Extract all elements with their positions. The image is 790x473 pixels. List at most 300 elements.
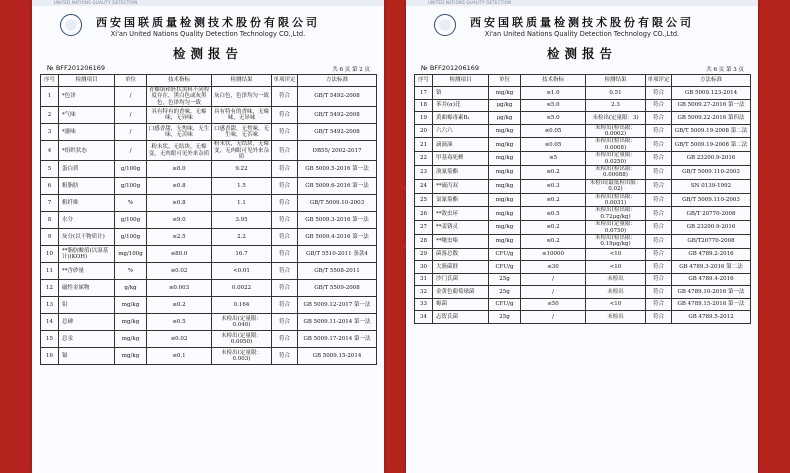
cell-item: 铬 [433,87,489,100]
cell-no: 31 [415,273,433,286]
cell-verdict: 符合 [272,246,298,263]
cell-spec: ≤5 [521,152,586,166]
table-row [415,286,751,299]
cell-unit: % [115,263,147,280]
table-header-row [415,75,751,87]
cell-unit: μg/kg [489,112,521,125]
company-name-cn: 西安国联质量检测技术股份有限公司 [96,16,320,29]
cell-verdict: 符合 [646,152,672,166]
table-row [41,263,377,280]
cell-spec: ≤9.0 [147,212,212,229]
report-page-right [406,0,758,473]
cell-item: 金黄色葡萄球菌 [433,286,489,299]
table-row [41,195,377,212]
report-number: № BFF201206169 [421,64,479,72]
cell-spec: 口感香甜，无焦味，无生味，无苦味 [147,124,212,141]
table-row [415,152,751,166]
cell-no: 34 [415,311,433,324]
cell-unit: / [115,124,147,141]
cell-result: 未检出(定量限：0.0250) [586,152,646,166]
cell-method: GB 5009.12-2017 第一法 [298,297,377,314]
table-row [41,331,377,348]
cell-result: 口感香甜，无焦味，无生味，无苦味 [212,124,272,141]
cell-no: 3 [41,124,59,141]
cell-spec: 具有特有的香味，无霉味，无异味 [147,107,212,124]
cell-item: 灰分(以干物质计) [59,229,115,246]
cell-item: *滋味 [59,124,115,141]
cell-no: 5 [41,161,59,178]
column-header: 单项评定 [646,75,672,87]
cell-no: 16 [41,348,59,365]
cell-method: GB 4789.3-2016 第二法 [672,261,751,274]
cell-result: 未检出(定量限：0.0750) [586,221,646,235]
cell-verdict: 符合 [272,87,298,107]
table-row [415,221,751,235]
cell-result: 未检出(定量限：0.003) [212,348,272,365]
cell-result: 未检出(最低检出限：0.02) [586,179,646,193]
cell-verdict: 符合 [272,124,298,141]
cell-verdict: 符合 [646,235,672,249]
cell-spec: ≤0.2 [521,165,586,179]
cell-unit: mg/kg [489,124,521,138]
cell-no: 10 [41,246,59,263]
cell-spec: ≤5.0 [521,112,586,125]
cell-spec: ≤1.0 [521,87,586,100]
cell-method: GB/T20770-2008 [672,235,751,249]
cell-verdict: 符合 [646,124,672,138]
cell-unit: mg/100g [115,246,147,263]
cell-item: **脂肪酸值(以湿基计)(KOH) [59,246,115,263]
cell-no: 22 [415,152,433,166]
cell-spec: ≤0.1 [147,348,212,365]
cell-no: 27 [415,221,433,235]
cell-unit: CFU/g [489,248,521,261]
cell-result: 未检出 [586,273,646,286]
cell-verdict: 符合 [646,112,672,125]
cell-spec: ≤0.2 [521,235,586,249]
cell-unit: 25g [489,311,521,324]
company-name-en: Xi'an United Nations Quality Detection Technology CO.,Ltd. [110,30,306,38]
cell-method: GB 4789.2-2016 [672,248,751,261]
cell-method: GB 5009.15-2014 [298,348,377,365]
cell-spec: ≤0.02 [147,331,212,348]
cell-verdict: 符合 [272,280,298,297]
company-name-en: Xi'an United Nations Quality Detection Technology CO.,Ltd. [484,30,680,38]
cell-method: GB/T 5009.19-2008 第二法 [672,124,751,138]
column-header: 单位 [489,75,521,87]
cell-verdict: 符合 [646,87,672,100]
cell-item: 氯氰菊酯 [433,193,489,207]
cell-result: 0.51 [586,87,646,100]
cell-method: GB/T 5009.10-2003 [298,195,377,212]
cell-no: 26 [415,207,433,221]
org-small-label: UNITED NATIONS QUALITY DETECTION [54,0,138,5]
column-header: 检测项目 [433,75,489,87]
cell-unit: mg/kg [489,221,521,235]
cell-result: <10 [586,248,646,261]
cell-verdict: 符合 [272,195,298,212]
cell-no: 1 [41,87,59,107]
cell-method: GB 4789.4-2016 [672,273,751,286]
cell-no: 30 [415,261,433,274]
cell-spec: ≥0.8 [147,195,212,212]
table-row [415,112,751,125]
cell-method: GB 5009.5-2016 第一法 [298,161,377,178]
cell-item: 志贺氏菌 [433,311,489,324]
cell-result: 未检出(检出限：0.0002) [586,124,646,138]
column-header: 技术指标 [521,75,586,87]
column-header: 检测结果 [586,75,646,87]
cell-unit: mg/kg [115,348,147,365]
cell-unit: mg/kg [115,314,147,331]
cell-spec: ≤0.3 [521,179,586,193]
cell-no: 28 [415,235,433,249]
cell-item: 磁性金属物 [59,280,115,297]
cell-method: GB/T 5009.110-2003 [672,193,751,207]
table-row [41,178,377,195]
cell-verdict: 符合 [646,99,672,112]
cell-unit: mg/kg [489,235,521,249]
table-row [415,193,751,207]
cell-method: GB 4789.15-2016 第一法 [672,298,751,311]
test-results-table [414,74,751,324]
cell-verdict: 符合 [646,261,672,274]
cell-result: 0.164 [212,297,272,314]
cell-result: <0.01 [212,263,272,280]
cell-no: 15 [41,331,59,348]
cell-unit: CFU/g [489,298,521,311]
cell-item: 铅 [59,297,115,314]
cell-result: 未检出 [586,286,646,299]
table-row [415,207,751,221]
cell-verdict: 符合 [646,273,672,286]
cell-no: 24 [415,179,433,193]
cell-no: 7 [41,195,59,212]
cell-unit: mg/kg [489,138,521,152]
cell-result: 未检出(检出限：0.0031) [586,193,646,207]
cell-method: GB 5009.27-2016 第一法 [672,99,751,112]
cell-item: 沙门氏菌 [433,273,489,286]
company-name-cn: 西安国联质量检测技术股份有限公司 [470,16,694,29]
cell-no: 23 [415,165,433,179]
cell-spec: ≤0.02 [147,263,212,280]
table-row [415,138,751,152]
cell-item: 镉 [59,348,115,365]
column-header: 方法标准 [672,75,751,87]
cell-item: 总汞 [59,331,115,348]
cell-verdict: 符合 [646,165,672,179]
cell-no: 9 [41,229,59,246]
cell-method: GB 5009.123-2014 [672,87,751,100]
table-row [41,124,377,141]
page-info: 共 6 页 第 2 页 [332,67,370,73]
cell-unit: mg/kg [489,179,521,193]
cell-spec: ≤0.05 [521,124,586,138]
cell-item: 水分 [59,212,115,229]
cell-spec: ≤0.003 [147,280,212,297]
table-row [415,99,751,112]
cell-method: GB/T 20770-2008 [672,207,751,221]
cell-no: 19 [415,112,433,125]
cell-unit: CFU/g [489,261,521,274]
cell-unit: % [115,195,147,212]
cell-unit: mg/kg [489,87,521,100]
cell-method: GB 4789.10-2016 第一法 [672,286,751,299]
cell-item: 滴滴涕 [433,138,489,152]
cell-unit: mg/kg [489,193,521,207]
cell-unit: mg/kg [115,297,147,314]
cell-spec: ≤0.5 [521,207,586,221]
cell-result: 未检出(定量限：0.0050) [212,331,272,348]
cell-no: 14 [41,314,59,331]
cell-result: 未检出(检出限：0.19μg/kg) [586,235,646,249]
cell-no: 2 [41,107,59,124]
cell-item: 甲基毒死蜱 [433,152,489,166]
table-row [41,107,377,124]
cell-unit: g/100g [115,178,147,195]
column-header: 技术指标 [147,75,212,87]
table-row [41,212,377,229]
cell-spec: / [521,273,586,286]
cell-result: 未检出(检出限：0.0008) [586,138,646,152]
table-row [41,161,377,178]
cell-method: GB/T 5508-2011 [298,263,377,280]
cell-spec: ≤80.0 [147,246,212,263]
column-header: 方法标准 [298,75,377,87]
table-row [415,124,751,138]
cell-verdict: 符合 [272,314,298,331]
cell-no: 8 [41,212,59,229]
cell-spec: ≤0.05 [521,138,586,152]
cell-item: 苯并(α)芘 [433,99,489,112]
cell-method: DB55/ 2002-2017 [298,141,377,161]
cell-result: 未检出 [586,311,646,324]
cell-verdict: 符合 [646,179,672,193]
cell-spec: / [521,311,586,324]
cell-item: **噻虫嗪 [433,235,489,249]
cell-result: 9.22 [212,161,272,178]
cell-no: 25 [415,193,433,207]
cell-result: <10 [586,298,646,311]
cell-item: 粗纤维 [59,195,115,212]
cell-unit: g/100g [115,229,147,246]
cell-item: *组织状态 [59,141,115,161]
cell-no: 4 [41,141,59,161]
cell-result: 未检出(定量限：3) [586,112,646,125]
cell-unit: / [115,87,147,107]
cell-method: GB 4789.5-2012 [672,311,751,324]
cell-result: <10 [586,261,646,274]
cell-spec: ≤0.2 [147,297,212,314]
cell-spec: 粉末状，无结块，无霉变，无肉眼可见外来杂质 [147,141,212,161]
table-row [41,87,377,107]
cell-method: SN 0139-1992 [672,179,751,193]
cell-method: GB/T 5009.110-2003 [672,165,751,179]
cell-result: 2.2 [212,229,272,246]
cell-item: 蛋白质 [59,161,115,178]
cell-item: 溴氰菊酯 [433,165,489,179]
cell-method: GB 5009.11-2014 第一法 [298,314,377,331]
cell-no: 29 [415,248,433,261]
table-row [415,165,751,179]
column-header: 检测结果 [212,75,272,87]
cell-verdict: 符合 [646,298,672,311]
cell-spec: ≥0.8 [147,178,212,195]
table-row [41,141,377,161]
cell-method: GB/T 5492-2008 [298,87,377,107]
cell-spec: / [521,286,586,299]
cell-item: **含砂量 [59,263,115,280]
table-row [415,311,751,324]
page-info: 共 6 页 第 3 页 [706,67,744,73]
cell-item: 总砷 [59,314,115,331]
cell-unit: mg/kg [489,152,521,166]
cell-verdict: 符合 [646,311,672,324]
cell-no: 13 [41,297,59,314]
cell-no: 11 [41,263,59,280]
cell-verdict: 符合 [272,107,298,124]
cell-spec: ≤2.5 [147,229,212,246]
cell-unit: mg/kg [115,331,147,348]
cell-no: 32 [415,286,433,299]
cell-verdict: 符合 [646,221,672,235]
cell-unit: mg/kg [489,207,521,221]
column-header: 单项评定 [272,75,298,87]
cell-method: GB 23200.9-2016 [672,152,751,166]
cell-verdict: 符合 [272,212,298,229]
cell-spec: ≤0.2 [521,221,586,235]
table-row [415,87,751,100]
cell-method: GB 5009.22-2016 第四法 [672,112,751,125]
cell-verdict: 符合 [272,161,298,178]
cell-method: GB 5009.6-2016 第一法 [298,178,377,195]
cell-item: **姜锈灵 [433,221,489,235]
cell-spec: 青稞填和胚状黑料不同程度存在，黑白色或灰黑色，色泽均匀一致 [147,87,212,107]
cell-result: 未检出(检出限：0.00088) [586,165,646,179]
cell-verdict: 符合 [646,193,672,207]
cell-item: 粗脂肪 [59,178,115,195]
cell-unit: / [115,107,147,124]
cell-spec: ≤30 [521,261,586,274]
cell-result: 16.7 [212,246,272,263]
cell-verdict: 符合 [646,207,672,221]
report-title: 检测报告 [546,46,617,61]
cell-spec: ≤5.0 [521,99,586,112]
cell-item: 黄曲霉毒素B₁ [433,112,489,125]
cell-method: GB/T 5492-2008 [298,107,377,124]
cell-verdict: 符合 [646,138,672,152]
cell-result: 未检出(定量限：0.040) [212,314,272,331]
report-number: № BFF201206169 [47,64,105,72]
cell-method: GB/T 5509-2008 [298,280,377,297]
cell-unit: g/kg [115,280,147,297]
table-row [415,261,751,274]
table-header-row [41,75,377,87]
cell-verdict: 符合 [272,263,298,280]
cell-unit: / [115,141,147,161]
cell-method: GB 23200.9-2016 [672,221,751,235]
column-header: 检测项目 [59,75,115,87]
cell-verdict: 符合 [272,297,298,314]
table-row [415,273,751,286]
cell-unit: 25g [489,273,521,286]
column-header: 序号 [41,75,59,87]
cell-spec: ≥8.0 [147,161,212,178]
cell-result: 2.3 [586,99,646,112]
table-row [41,297,377,314]
column-header: 单位 [115,75,147,87]
cell-item: 霉菌 [433,298,489,311]
table-row [41,229,377,246]
cell-item: 大肠菌群 [433,261,489,274]
table-row [41,246,377,263]
cell-no: 12 [41,280,59,297]
cell-no: 33 [415,298,433,311]
cell-no: 17 [415,87,433,100]
cell-verdict: 符合 [272,229,298,246]
test-results-table [40,74,377,365]
column-header: 序号 [415,75,433,87]
cell-spec: ≤0.2 [521,193,586,207]
cell-item: 菌落总数 [433,248,489,261]
cell-result: 灰白色，色泽均匀一致 [212,87,272,107]
cell-method: GB/T 5510-2011 条款4 [298,246,377,263]
cell-verdict: 符合 [646,286,672,299]
table-row [415,298,751,311]
cell-no: 20 [415,124,433,138]
table-row [41,280,377,297]
cell-verdict: 符合 [272,178,298,195]
cell-verdict: 符合 [646,248,672,261]
cell-result: 未检出(检出限：0.72μg/kg) [586,207,646,221]
cell-method: GB/T 5492-2008 [298,124,377,141]
cell-no: 21 [415,138,433,152]
cell-unit: g/100g [115,212,147,229]
cell-item: **敌虫环 [433,207,489,221]
cell-method: GB 5009.4-2016 第一法 [298,229,377,246]
cell-verdict: 符合 [272,348,298,365]
table-row [415,179,751,193]
cell-method: GB 5009.3-2016 第一法 [298,212,377,229]
cell-unit: μg/kg [489,99,521,112]
cell-verdict: 符合 [272,331,298,348]
org-small-label: UNITED NATIONS QUALITY DETECTION [428,0,512,5]
cell-unit: 25g [489,286,521,299]
cell-no: 6 [41,178,59,195]
cell-verdict: 符合 [272,141,298,161]
report-page-left [32,0,384,473]
report-title: 检测报告 [172,46,243,61]
cell-item: **硫丙双 [433,179,489,193]
cell-unit: g/100g [115,161,147,178]
cell-item: *气味 [59,107,115,124]
cell-result: 具有特有的香味，无霉味，无异味 [212,107,272,124]
table-row [41,348,377,365]
cell-item: *色泽 [59,87,115,107]
table-row [415,235,751,249]
cell-item: 六六六 [433,124,489,138]
cell-result: 1.5 [212,178,272,195]
cell-result: 3.95 [212,212,272,229]
cell-result: 1.1 [212,195,272,212]
cell-unit: mg/kg [489,165,521,179]
table-row [415,248,751,261]
cell-result: 0.0022 [212,280,272,297]
cell-method: GB 5009.17-2014 第一法 [298,331,377,348]
cell-result: 粉末状，无结块，无霉变，无肉眼可见外来杂质 [212,141,272,161]
cell-spec: ≤50 [521,298,586,311]
table-row [41,314,377,331]
